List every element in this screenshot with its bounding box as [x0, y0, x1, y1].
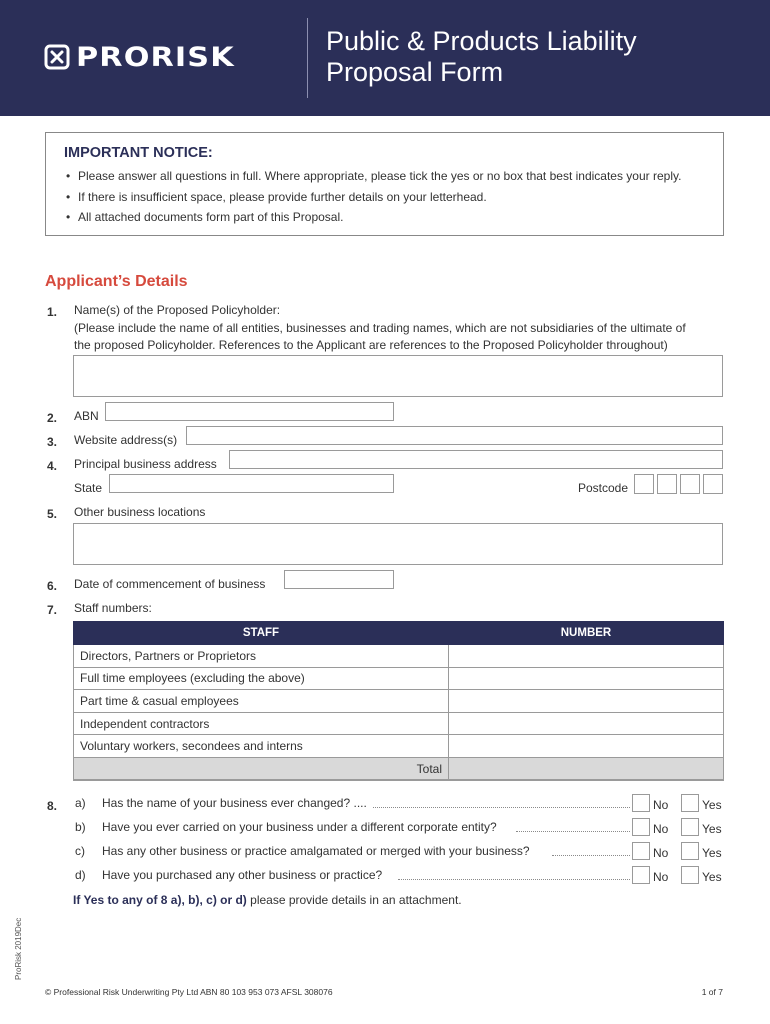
q8-letter: c) [75, 844, 85, 858]
q8-item-b [75, 818, 725, 838]
q8-item-d [75, 866, 725, 886]
abn-label: ABN [74, 409, 99, 423]
q8-note-rest: please provide details in an attachment. [246, 893, 462, 907]
no-checkbox[interactable] [632, 842, 650, 860]
notice-item: • Please answer all questions in full. Where appropriate, please tick the yes or no box that best indicates your reply. [66, 166, 681, 187]
page-number: 1 of 7 [701, 987, 723, 997]
total-row [74, 757, 724, 780]
principal-address-field[interactable] [229, 450, 723, 469]
footer-copyright: © Professional Risk Underwriting Pty Ltd ABN 80 103 953 073 AFSL 308076 [45, 987, 333, 997]
total-label: Total [74, 757, 449, 780]
brand-name: PRORISK [76, 41, 235, 73]
other-locations-label: Other business locations [74, 505, 206, 519]
no-checkbox[interactable] [632, 794, 650, 812]
yes-label: Yes [702, 846, 722, 860]
yes-checkbox[interactable] [681, 794, 699, 812]
staff-type-cell: Full time employees (excluding the above) [74, 667, 449, 690]
other-locations-field[interactable] [73, 523, 723, 565]
q7-number: 7. [47, 603, 58, 617]
number-column-header: NUMBER [449, 622, 724, 645]
staff-type-cell: Part time & casual employees [74, 690, 449, 713]
table-row [74, 667, 724, 690]
q6-number: 6. [47, 579, 58, 593]
section-title-applicants-details: Applicant’s Details [45, 273, 188, 290]
page-header [0, 0, 770, 116]
principal-address-label: Principal business address [74, 457, 217, 471]
policyholder-names-field[interactable] [73, 355, 723, 397]
state-field[interactable] [109, 474, 394, 493]
q8-note [73, 893, 462, 907]
prorisk-logo-icon [44, 44, 70, 70]
staff-column-header: STAFF [74, 622, 449, 645]
q3-number: 3. [47, 435, 58, 449]
state-label: State [74, 481, 103, 495]
no-checkbox[interactable] [632, 866, 650, 884]
commencement-date-label: Date of commencement of business [74, 577, 266, 591]
leader-dots [373, 796, 630, 808]
staff-type-cell: Independent contractors [74, 712, 449, 735]
q8-letter: a) [75, 796, 86, 810]
yes-checkbox[interactable] [681, 866, 699, 884]
yes-label: Yes [702, 798, 722, 812]
leader-dots [552, 844, 630, 856]
q8-question: Have you ever carried on your business under a different corporate entity? [102, 820, 497, 834]
table-row [74, 690, 724, 713]
q8-question: Have you purchased any other business or practice? [102, 868, 383, 882]
no-label: No [653, 822, 669, 836]
staff-number-input[interactable] [449, 645, 724, 668]
q8-number: 8. [47, 799, 58, 813]
staff-table-header [74, 622, 724, 645]
yes-checkbox[interactable] [681, 818, 699, 836]
q1-line1: Name(s) of the Proposed Policyholder: [74, 303, 281, 317]
postcode-digit-3[interactable] [680, 474, 700, 494]
no-label: No [653, 846, 669, 860]
leader-dots [516, 820, 630, 832]
leader-dots [398, 868, 630, 880]
staff-numbers-label: Staff numbers: [74, 601, 152, 615]
staff-number-input[interactable] [449, 667, 724, 690]
abn-field[interactable] [105, 402, 394, 421]
yes-checkbox[interactable] [681, 842, 699, 860]
q1-line2: (Please include the name of all entities, businesses and trading names, which are not subsidiaries of the ultimate of [74, 320, 686, 335]
q1-number: 1. [47, 305, 58, 319]
q1-line3: the proposed Policyholder. References to the Applicant are references to the Proposed Policyholder throughout) [74, 338, 668, 352]
q8-letter: b) [75, 820, 86, 834]
form-title [326, 26, 637, 88]
q8-question: Has the name of your business ever changed? .... [102, 796, 367, 810]
table-row [74, 735, 724, 758]
website-field[interactable] [186, 426, 723, 445]
staff-numbers-table [73, 621, 724, 781]
no-label: No [653, 870, 669, 884]
no-checkbox[interactable] [632, 818, 650, 836]
postcode-label: Postcode [578, 481, 629, 495]
prorisk-logo [44, 41, 235, 73]
notice-item: • If there is insufficient space, please provide further details on your letterhead. [66, 187, 681, 208]
document-code: ProRisk 2019Dec [14, 917, 23, 980]
commencement-date-field[interactable] [284, 570, 394, 589]
form-title-line1: Public & Products Liability [326, 26, 637, 56]
staff-type-cell: Voluntary workers, secondees and interns [74, 735, 449, 758]
q8-item-c [75, 842, 725, 862]
no-label: No [653, 798, 669, 812]
notice-title: IMPORTANT NOTICE: [64, 145, 213, 161]
important-notice-box [45, 132, 724, 236]
staff-number-input[interactable] [449, 712, 724, 735]
q1-text [74, 302, 686, 355]
postcode-digit-2[interactable] [657, 474, 677, 494]
staff-number-input[interactable] [449, 735, 724, 758]
staff-number-input[interactable] [449, 690, 724, 713]
website-label: Website address(s) [74, 433, 178, 447]
q8-letter: d) [75, 868, 86, 882]
table-row [74, 645, 724, 668]
form-title-line2: Proposal Form [326, 57, 504, 87]
staff-type-cell: Directors, Partners or Proprietors [74, 645, 449, 668]
q8-note-bold: If Yes to any of 8 a), b), c) or d) [73, 893, 247, 907]
q5-number: 5. [47, 507, 58, 521]
q4-number: 4. [47, 459, 58, 473]
postcode-digit-4[interactable] [703, 474, 723, 494]
notice-list [66, 166, 681, 228]
header-divider [307, 18, 308, 98]
table-row [74, 712, 724, 735]
postcode-digit-1[interactable] [634, 474, 654, 494]
q8-item-a [75, 794, 725, 814]
notice-item: • All attached documents form part of this Proposal. [66, 207, 681, 228]
yes-label: Yes [702, 822, 722, 836]
total-number-input[interactable] [449, 757, 724, 780]
q8-question: Has any other business or practice amalgamated or merged with your business? [102, 844, 530, 858]
yes-label: Yes [702, 870, 722, 884]
q2-number: 2. [47, 411, 58, 425]
